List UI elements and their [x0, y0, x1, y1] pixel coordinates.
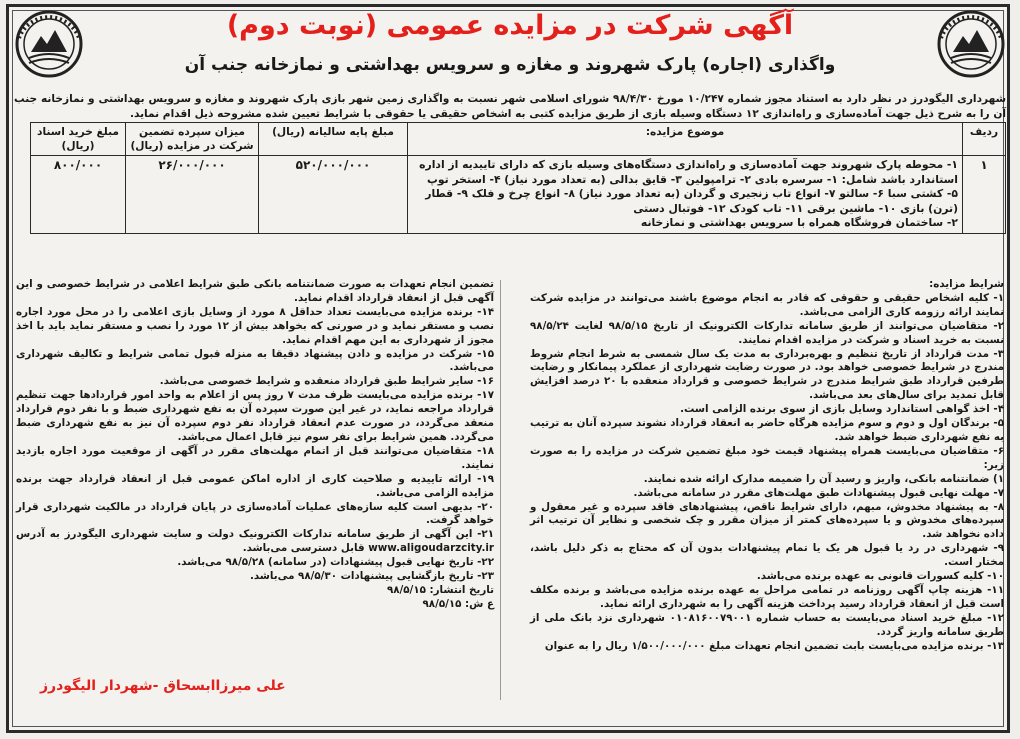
cell-deposit: ۲۶/۰۰۰/۰۰۰ [126, 156, 259, 234]
condition-item: ۱۸- متقاضیان می‌توانند قبل از اتمام مهلت‌های مقرر در آگهی از موقعیت مورد اجاره بازدید نمایند. [16, 444, 494, 471]
table-header-row [31, 123, 1006, 156]
condition-item: ۱۰- کلیه کسورات قانونی به عهده برنده می‌باشد. [756, 570, 1004, 583]
municipality-emblem-icon [14, 8, 84, 82]
cell-row-number: ۱ [963, 156, 1006, 234]
condition-item: ۱۵- شرکت در مزایده و دادن پیشنهاد دقیقا به منزله قبول تمامی شرایط و تکالیف شهرداری می‌باشد. [16, 347, 494, 374]
condition-item: ۲۱- این آگهی از طریق سامانه تدارکات الکترونیک دولت و سایت شهرداری الیگودرز به آدرس www.aligoudarzcity.ir قابل دسترسی می‌باشد. [16, 528, 494, 555]
condition-item: ۳- مدت قرارداد از تاریخ تنظیم و بهره‌برداری به مدت یک سال شمسی به شرط انجام شروط مندرج در شرایط خصوصی خواهد بود. در صورت رضایت شهرداری از عملکرد پیمانکار و رضایت طرفین قرارداد طبق شرایط مندرج در شرایط خصوصی و قرارداد منعقده با ۲۰ درصد افزایش قابل تمدید برای سال‌های بعد می‌باشد. [530, 347, 1004, 402]
ad-subtitle: واگذاری (اجاره) پارک شهروند و مغازه و سرویس بهداشتی و نمازخانه جنب آن [184, 55, 836, 75]
publish-code: ع ش: ۹۸/۵/۱۵ [422, 597, 494, 610]
mayor-signature: علی میرزاابسحاق -شهردار الیگودرز [40, 678, 286, 694]
header-subject: موضوع مزایده: [408, 123, 963, 156]
auction-items-table [30, 122, 1006, 234]
condition-item: ۱۶- سایر شرایط طبق قرارداد منعقده و شرایط خصوصی می‌باشد. [159, 375, 494, 388]
conditions-heading: شرایط مزایده: [929, 278, 1004, 290]
conditions-column-right [530, 278, 1004, 653]
cell-doc-price: ۸۰۰/۰۰۰ [31, 156, 126, 234]
subject-line: ۱- محوطه پارک شهروند جهت آماده‌سازی و راه‌اندازی دستگاه‌های وسیله بازی که دارای تاییدیه از اداره [419, 158, 958, 171]
subject-line: استاندارد باشد شامل: ۱- سرسره بادی ۲- ترامپولین ۳- قایق بدالی (به تعداد مورد نیاز) ۴- استخر توپ [427, 172, 958, 186]
condition-item: ۷- مهلت نهایی قبول پیشنهادات طبق مهلت‌های مقرر در سامانه می‌باشد. [633, 486, 1004, 499]
condition-item: ۶- متقاضیان می‌بایست همراه پیشنهاد قیمت خود مبلغ تضمین شرکت در مزایده را به صورت زیر: [530, 444, 1004, 471]
subject-line: ۲- ساختمان فروشگاه همراه با سرویس بهداشتی و نمازخانه [640, 216, 958, 230]
condition-item: ۲۲- تاریخ نهایی قبول پیشنهادات (در سامانه) ۹۸/۵/۲۸ می‌باشد. [177, 556, 494, 569]
condition-item: ۴- اخذ گواهی استاندارد وسایل بازی از سوی برنده الزامی است. [680, 403, 1004, 416]
table-row [31, 156, 1006, 234]
header-doc-price: مبلغ خرید اسناد (ریال) [31, 123, 126, 156]
publish-date: تاریخ انتشار: ۹۸/۵/۱۵ [386, 583, 494, 596]
condition-item: ۲- متقاضیان می‌توانند از طریق سامانه تدارکات الکترونیک از تاریخ ۹۸/۵/۱۵ لغایت ۹۸/۵/۲۴ نسبت به خرید اسناد و شرکت در مزایده اقدام نمایند. [530, 319, 1004, 346]
condition-item: ۱- کلیه اشخاص حقیقی و حقوقی که قادر به انجام موضوع باشند می‌توانند در مزایده شرکت نمایند ارائه رزومه کاری الزامی می‌باشد. [530, 291, 1004, 318]
condition-item: تضمین انجام تعهدات به صورت ضمانتنامه بانکی طبق شرایط اعلامی در شرایط خصوصی و این آگهی قبل از انعقاد قرارداد اقدام نماید. [16, 278, 494, 304]
ad-title: آگهی شرکت در مزایده عمومی (نوبت دوم) [226, 10, 794, 41]
condition-item: ۱۱- هزینه چاپ آگهی روزنامه در تمامی مراحل به عهده برنده مزایده می‌باشد و برنده مکلف است قبل از انعقاد قرارداد رسید پرداخت هزینه آگهی را به شهرداری ارائه نماید. [530, 583, 1004, 610]
header-row-number: ردیف [963, 123, 1006, 156]
conditions-column-left [16, 278, 494, 612]
condition-item: ۱۹- ارائه تاییدیه و صلاحیت کاری از اداره اماکن عمومی قبل از انعقاد قرارداد جهت برنده مزایده الزامی می‌باشد. [16, 472, 494, 499]
cell-base-price: ۵۲۰/۰۰۰/۰۰۰ [259, 156, 408, 234]
condition-item: ۲۳- تاریخ بازگشایی پیشنهادات ۹۸/۵/۳۰ می‌باشد. [249, 570, 494, 583]
intro-paragraph: شهرداری الیگودرز در نظر دارد به استناد مجوز شماره ۱۰/۲۴۷ مورخ ۹۸/۴/۳۰ شورای اسلامی شهر نسبت به واگذاری زمین شهر بازی پارک شهروند و مغازه و سرویس بهداشتی و نمازخانه جنب آن را به شرح ذیل جهت آماده‌سازی و راه‌اندازی ۱۲ دستگاه وسیله بازی از طریق مزایده کتبی به اشخاص حقیقی یا حقوقی با شرایط تعیین شده مشروحه ذیل اقدام نماید. [14, 93, 1007, 120]
header-base-price: مبلغ پایه سالیانه (ریال) [259, 123, 408, 156]
condition-item: ۱۲- مبلغ خرید اسناد می‌بایست به حساب شماره ۰۱۰۸۱۶۰۰۷۹۰۰۱ شهرداری نزد بانک ملی از طریق سامانه واریز گردد. [530, 611, 1004, 638]
column-divider [500, 280, 501, 700]
condition-item: ۲۰- بدیهی است کلیه سازه‌های عملیات آماده‌سازی در پایان قرارداد در مالکیت شهرداری قرار خواهد گرفت. [16, 500, 494, 527]
condition-item: ۱۷- برنده مزایده می‌بایست ظرف مدت ۷ روز پس از اعلام به واحد امور قراردادها جهت تنظیم قرارداد مراجعه نماید، در غیر این صورت سپرده آن به نفع شهرداری ضبط و با نفر دوم قرارداد منعقد می‌گردد، در صورت عدم انعقاد قرارداد نفر دوم سپرده آن نیز به نفع شهرداری ضبط می‌گردد. همین شرایط برای نفر سوم نیز قابل اعمال می‌باشد. [16, 389, 494, 443]
subject-line: (ترن) بازی ۱۰- ماشین برقی ۱۱- تاب کودک ۱۲- فوتبال دستی [633, 201, 958, 215]
condition-item: ۱۳- برنده مزایده می‌بایست بابت تضمین انجام تعهدات مبلغ ۱/۵۰۰/۰۰۰/۰۰۰ ریال را به عنوان [544, 639, 1004, 652]
condition-item: ۱) ضمانتنامه بانکی، واریز و رسید آن را ضمیمه مدارک ارائه شده نمایند. [643, 472, 1004, 485]
subject-line: ۵- کشتی سبا ۶- سالتو ۷- انواع تاب زنجیری و گردان (به تعداد مورد نیاز) ۸- انواع چرخ و فلک ۹- قطار [425, 187, 958, 201]
condition-item: ۹- شهرداری در رد یا قبول هر یک یا تمام پیشنهادات بدون آن که محتاج به ذکر دلیل باشد، مختار است. [530, 542, 1004, 569]
header-deposit: میزان سپرده تضمین شرکت در مزایده (ریال) [126, 123, 259, 156]
condition-item: ۸- به پیشنهاد مخدوش، مبهم، دارای شرایط ناقص، پیشنهادهای فاقد سپرده و غیر معقول و سپرده‌های مخدوش و یا سپرده‌های کمتر از میزان مقرر و چک شخصی و نظایر آن ترتیب اثر داده نخواهد شد. [530, 500, 1004, 541]
municipality-emblem-icon [936, 8, 1006, 82]
condition-item: ۱۴- برنده مزایده می‌بایست تعداد حداقل ۸ مورد از وسایل بازی اعلامی را در محل مورد اجاره نصب و مستقر نماید و در صورتی که بخواهد بیش از ۱۲ مورد را نصب و مستقر نماید باید با اخذ مجوز از شهرداری به این مهم اقدام نماید. [16, 305, 495, 346]
condition-item: ۵- برندگان اول و دوم و سوم مزایده هرگاه حاضر به انعقاد قرارداد نشوند سپرده آنان به ترتیب به نفع شهرداری ضبط خواهد شد. [530, 417, 1004, 443]
cell-subject [408, 156, 963, 234]
